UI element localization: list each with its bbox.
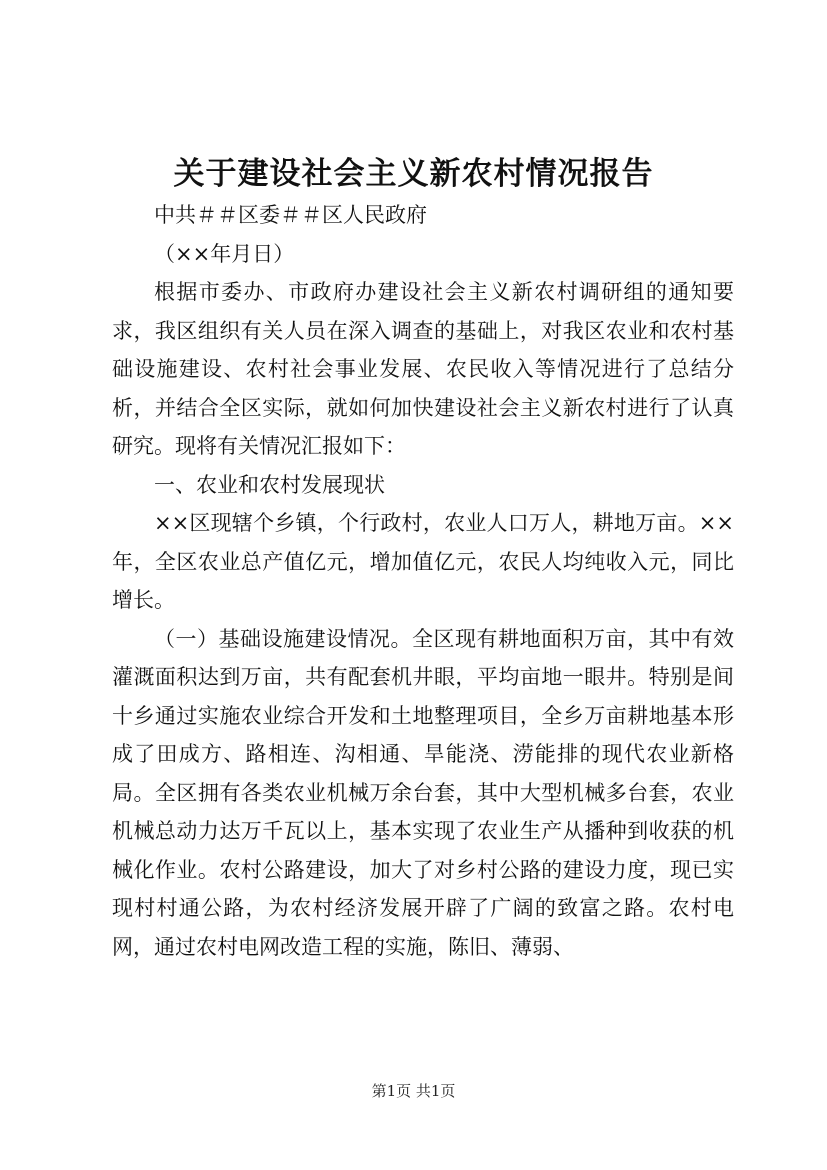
paragraph-intro: 根据市委办、市政府办建设社会主义新农村调研组的通知要求，我区组织有关人员在深入调查的基础上，对我区农业和农村基础设施建设、农村社会事业发展、农民收入等情况进行了总结分析，并结合全区实际，就如何加快建设社会主义新农村进行了认真研究。现将有关情况汇报如下： [112, 280, 734, 458]
date-line: （××年月日） [154, 241, 295, 266]
page-footer: 第1页 共1页 [371, 1082, 456, 1100]
issuer-line: 中共＃＃区委＃＃区人民政府 [154, 203, 427, 227]
document-title: 关于建设社会主义新农村情况报告 [173, 156, 654, 192]
paragraph-infrastructure: （一）基础设施建设情况。全区现有耕地面积万亩，其中有效灌溉面积达到万亩，共有配套机井眼，平均亩地一眼井。特别是间十乡通过实施农业综合开发和土地整理项目，全乡万亩耕地基本形成了田成方、路相连、沟相通、旱能浇、涝能排的现代农业新格局。全区拥有各类农业机械万余台套，其中大型机械多台套，农业机械总动力达万千瓦以上，基本实现了农业生产从播种到收获的机械化作业。农村公路建设，加大了对乡村公路的建设力度，现已实现村村通公路，为农村经济发展开辟了广阔的致富之路。农村电网，通过农村电网改造工程的实施，陈旧、薄弱、 [112, 626, 734, 959]
paragraph-overview: ××区现辖个乡镇，个行政村，农业人口万人，耕地万亩。××年，全区农业总产值亿元，增加值亿元，农民人均纯收入元，同比增长。 [112, 511, 734, 612]
document-body [112, 196, 734, 966]
section-heading: 一、农业和农村发展现状 [154, 472, 385, 497]
